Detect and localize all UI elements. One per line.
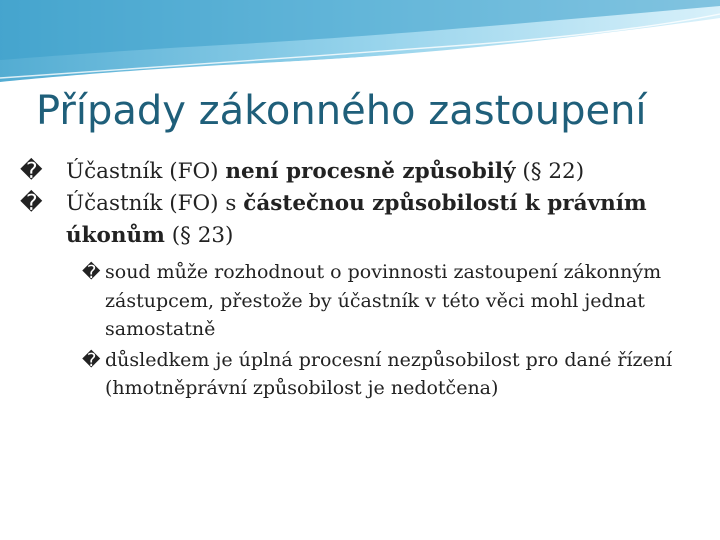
sub-bullet-text: důsledkem je úplná procesní nezpůsobilost pro dané řízení (hmotněprávní způsobilost je nedotčena) — [105, 348, 673, 399]
bullet-marker-icon: � — [20, 191, 43, 216]
bullet-procesne-nezpusobily — [20, 156, 700, 188]
bullet-text-after: (§ 22) — [515, 159, 585, 184]
bullet-bold-text: není procesně způsobilý — [225, 159, 516, 184]
sub-bullet-soud-muze — [82, 258, 700, 344]
bullet-bold-text: částečnou způsobilostí k právním úkonům — [66, 191, 647, 248]
sub-bullet-text: soud může rozhodnout o povinnosti zastoupení zákonným zástupcem, přestože by účastník v této věci mohl jednat samostatně — [105, 261, 662, 340]
bullet-marker-icon: � — [20, 159, 43, 184]
bullet-castecna-zpusobilost — [20, 188, 700, 252]
bullet-text: Účastník (FO) s — [66, 191, 244, 216]
sub-bullet-dusledkem — [82, 346, 700, 403]
bullet-text-after: (§ 23) — [164, 223, 234, 248]
sub-bullet-marker-icon: � — [82, 262, 101, 283]
bullet-text: Účastník (FO) — [66, 159, 226, 184]
sub-bullet-marker-icon: � — [82, 349, 101, 371]
header-wave-decoration — [0, 0, 720, 90]
slide-content — [20, 156, 700, 403]
slide-title: Případy zákonného zastoupení — [36, 88, 647, 134]
